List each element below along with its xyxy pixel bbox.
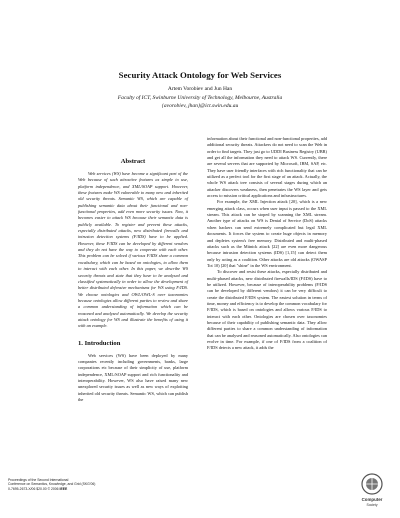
paper-authors: Artem Vorobiev and Jun Han	[167, 86, 233, 92]
right-paragraph-2: For example, the XML Injection attack [20], which is a new emerging attack class, occurs when user input is passed to the XML stream. This attack can be stoped by scanning the XML stream. Another type of attacks on WS is Denial of Service (DoS) attacks when hackers can send extremely complicated but legal XML documents. It forces the system to create huge objects in memory and depletes system's free memory. Distributed and multi-phased attacks such as the Mitnick attack [22] are even more dangerous because intrusion detection systems (IDS) [1,15] can detect them only by acting as a coalition. Other attacks are old attacks (OWASP Tot 10) [20] that "shine" in the WS environment.	[207, 199, 327, 268]
paper-affiliation: Faculty of ICT, Swinburne University of Technology, Melbourne, Australia	[117, 95, 283, 101]
paper-title: Security Attack Ontology for Web Services	[118, 70, 282, 80]
computer-society-label	[344, 498, 400, 507]
paper-emails: {avorobiev, jhan}@ict.swin.edu.au	[161, 103, 239, 109]
introduction-heading: 1. Introduction	[78, 339, 121, 347]
left-column	[78, 158, 188, 403]
introduction-text: Web services (WS) have been deployed by many companies recently including governments, banks, large corporations etc because of their simplicity of use, platform independence, XML/SOAP support and rich functionality and interoperability. However, WS also have raised many new unexplored security issues as well as new ways of exploiting inherited old security threats. Semantic WS, which can publish the	[78, 352, 188, 402]
logo-line-2: Society	[366, 502, 378, 507]
right-column	[207, 136, 327, 352]
ieee-mark: IEEE	[59, 486, 68, 491]
logo-line-1: Computer	[361, 497, 383, 502]
footer-line-1: Proceedings of the Second International	[8, 478, 69, 482]
abstract-text: Web services (WS) have become a significant part of the Web because of such attractive features as simple to use, platform independence, and XML/SOAP support. However, these features make WS vulnerable to many new and inherited old security threats. Semantic WS, which are capable of publishing semantic data about their functional and non-functional properties, add even more security issues. Now, it becomes easier to attack WS because their semantic data is publicly available. To register and prevent these attacks, especially distributed attacks, new distributed firewalls and intrusion detection systems (F/IDS) have to be applied. However, these F/IDS can be developed by different vendors and they do not have the way to cooperate with each other. This problem can be solved if various F/IDS share a common vocabulary, which can be based on ontologies, to allow them to interact with each other. In this paper, we describe WS security threats and state that they have to be analysed and classified systematically in order to allow the development of better distributed defensive mechanisms for WS using F/IDS. We choose ontologies and OWL/OWL-S over taxonomies because ontologies allow different parties to review and share a common understanding of information which can be reasoned and analysed automatically. We develop the security attack ontology for WS and illustrate the benefits of using it with an example.	[78, 171, 188, 329]
right-paragraph-1: information about their functional and non-functional properties, add additional security threats. Attackers do not need to scan the Web in order to find targets. They just go to UDDI Business Registry (UBR) and get all the information they need to attack WS. Currently, there are several servers that are supported by Microsoft, IBM, SAP, etc. They have user friendly interfaces with rich functionality that can be utilized as a perfect tool for the first stage of an attack. Actually, the whole WS attack tree consists of several stages during which an attacker discovers weakness, then penetrates the WS layer and gets access to mission critical applications and infrastructures.	[207, 136, 327, 199]
footer-line-2: Conference on Semantics, Knowledge, and Grid (SKG'06)	[8, 482, 96, 487]
abstract-heading: Abstract	[120, 158, 146, 165]
footer-line-3: 0-7695-2673-X/06 $20.00 © 2006	[8, 486, 59, 491]
right-paragraph-3: To discover and resist these attacks, especially distributed and multi-phased attacks, new distributed firewalls/IDS (F/IDS) have to be utilized. However, because of interoperability problems (F/IDS can be developed by different vendors) it can be very difficult to create the distributed F/IDS system. The easiest solution in terms of time, money and efficiency is to develop the common vocabulary for F/IDS, which is based on ontologies and allows various F/IDS to interact with each other. Ontologies are chosen over taxonomies because of their capability of publishing semantic data. They allow different parties to share a common understanding of information that can be analysed and reasoned automatically. Also ontologies can evolve in time. For example, if one of F/IDS from a coalition of F/IDS detects a new attack, it adds the	[207, 269, 327, 351]
proceedings-footer	[8, 478, 258, 491]
